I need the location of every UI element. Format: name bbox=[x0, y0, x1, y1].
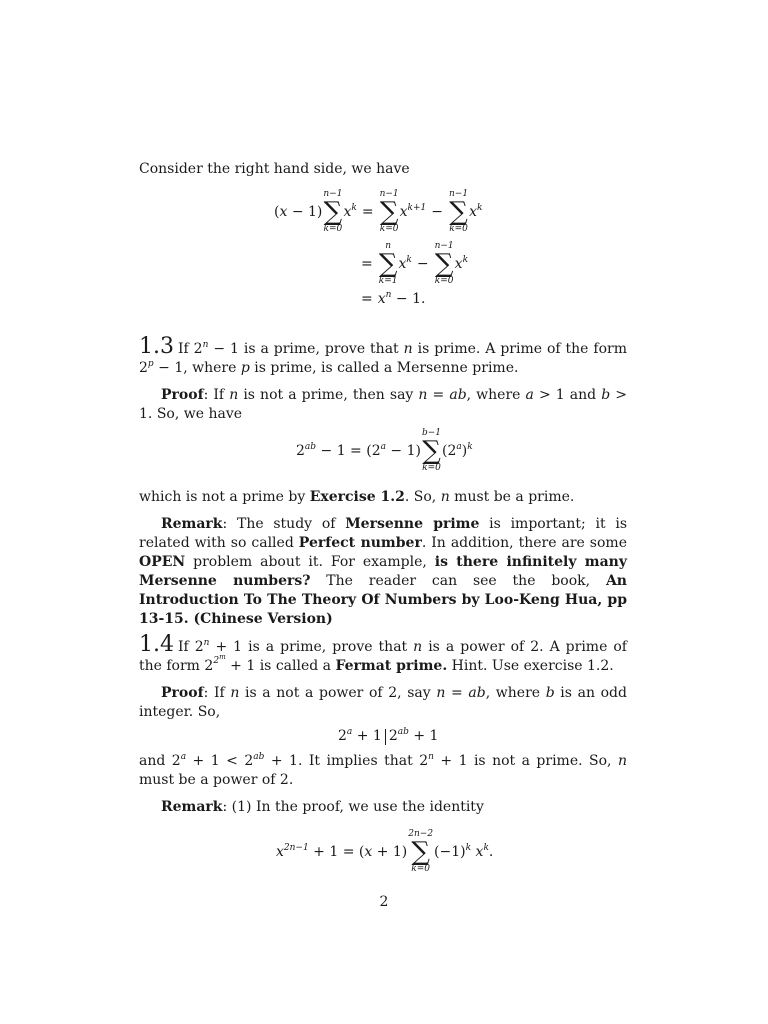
book-reference: An Introduction To The Theory Of Numbers by Loo-Keng Hua, pp 13-15. (Chinese Version) bbox=[139, 573, 627, 627]
equation-divides: $2^a + 1$ $2^{ab} + 1$ bbox=[338, 727, 439, 744]
proof-label: Proof bbox=[161, 685, 204, 701]
proof-1-4-conclusion: and $2^a + 1 < 2^{ab} + 1$. It implies that $2^n + 1$ is not a prime. So, n must be a power of 2. bbox=[139, 752, 627, 788]
sum-symbol: n−1 ∑ k=0 bbox=[449, 189, 469, 234]
proof-1-3: Proof: If n is not a prime, then say n = ab, where a > 1 and b > 1. So, we have bbox=[139, 387, 627, 422]
section-number: 1.3 bbox=[139, 334, 174, 359]
sum-symbol: n−1 ∑ k=0 bbox=[434, 241, 454, 286]
equation-line-1: ( x − 1) n−1 ∑ k=0 $x^k$ = n−1 ∑ k=0 $x^{k+1}$ − n−1 ∑ k=0 $x^k$ bbox=[274, 189, 483, 234]
problem-1-4: 1.4 If $2^n + 1$ is a prime, prove that n is a power of 2. A prime of the form $2^{2^m} + 1$ is called a Fermat prime. Hint. Use exercise 1.2. bbox=[139, 632, 627, 674]
exercise-ref: Exercise 1.2 bbox=[309, 489, 405, 505]
proof-1-4: Proof: If n is a not a power of 2, say n = ab, where b is an odd integer. So, bbox=[139, 685, 627, 720]
intro-text: Consider the right hand side, we have bbox=[139, 161, 410, 177]
problem-1-3: 1.3 If $2^n - 1$ is a prime, prove that n is prime. A prime of the form $2^p - 1$, where p is prime, is called a Mersenne prime. bbox=[139, 334, 627, 376]
sum-symbol: n−1 ∑ k=0 bbox=[323, 189, 343, 234]
remark-label: Remark bbox=[161, 516, 223, 532]
remark-1-4: Remark: (1) In the proof, we use the identity bbox=[161, 799, 484, 815]
sum-symbol: n ∑ k=1 bbox=[378, 241, 398, 286]
page-body bbox=[139, 160, 627, 887]
equation-telescoping bbox=[139, 189, 627, 313]
sum-symbol: 2n−2 ∑ k=0 bbox=[408, 829, 434, 874]
section-number: 1.4 bbox=[139, 632, 174, 657]
proof-1-3-conclusion: which is not a prime by Exercise 1.2. So, n must be a prime. bbox=[139, 489, 575, 505]
proof-label: Proof bbox=[161, 387, 204, 403]
equation-mersenne: $2^{ab}$ − $1 = (2^a - 1)$ b−1 ∑ k=0 $(2^a)^k$ bbox=[296, 428, 473, 473]
remark-1-3: Remark: The study of Mersenne prime is important; it is related with so called Perfect number. In addition, there are some OPEN problem about it. For example, is there infinitely many Mersenne numbers? The reader can see the book, An Introduction To The Theory Of Numbers by Loo-Keng Hua, pp 13-15. (Chinese Version) bbox=[139, 516, 627, 627]
equation-line-3: = $x^n$ − 1. bbox=[361, 290, 426, 307]
equation-line-2: = n ∑ k=1 $x^k$ − n−1 ∑ k=0 $x^k$ bbox=[361, 241, 469, 286]
divides-bar bbox=[385, 729, 386, 745]
sum-symbol: b−1 ∑ k=0 bbox=[421, 428, 442, 473]
equation-identity: $x^{2n-1}$ + 1 = ( x + 1) 2n−2 ∑ k=0 $(-1)^k$ $x^k$ . bbox=[276, 829, 494, 874]
sum-symbol: n−1 ∑ k=0 bbox=[379, 189, 399, 234]
page-number: 2 bbox=[379, 894, 389, 910]
remark-label: Remark bbox=[161, 799, 223, 815]
